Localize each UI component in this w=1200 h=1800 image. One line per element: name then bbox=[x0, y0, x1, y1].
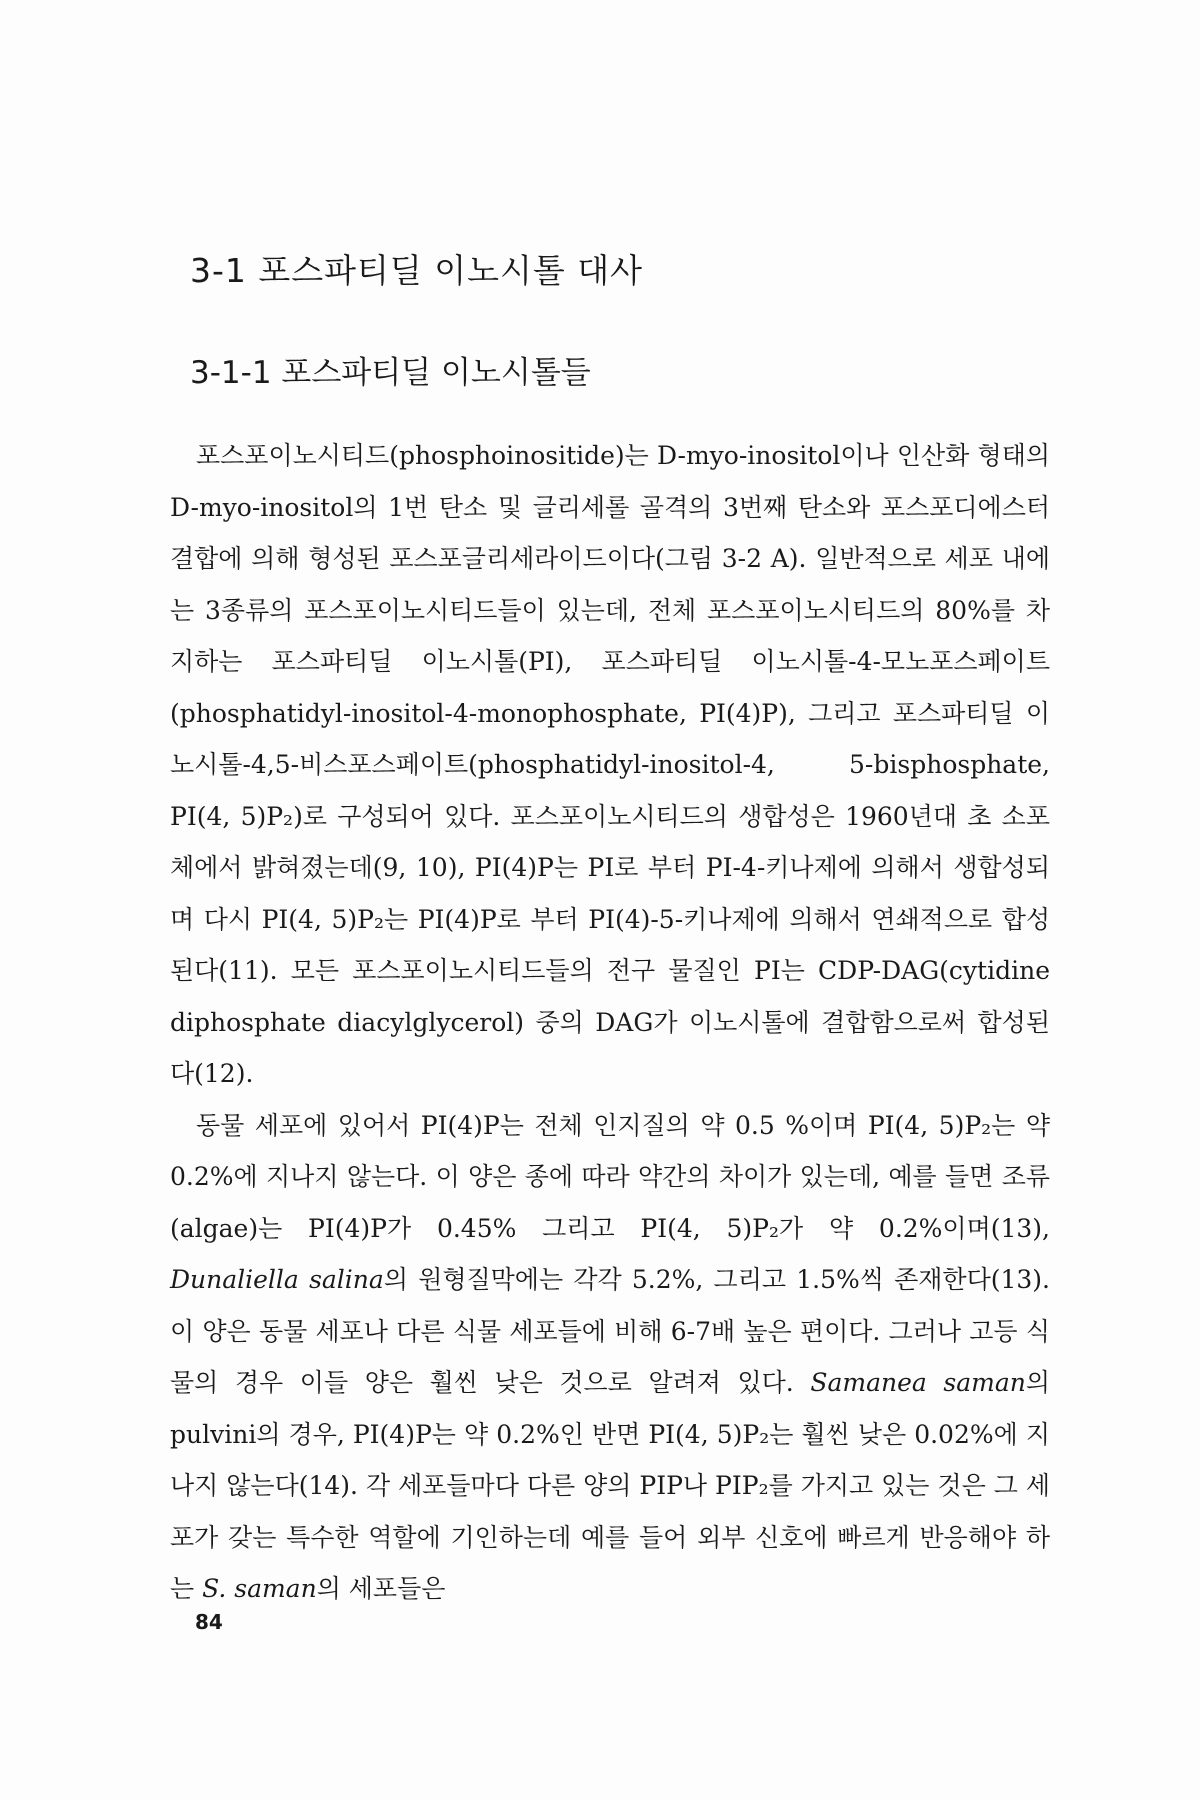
text-run: 포스포이노시티드(phosphoinositide)는 D-myo-inositol이나 인산화 형태의 D-myo-inositol의 1번 탄소 및 글리세롤 골격의 3번째 탄소와 포스포디에스터 결합에 의해 형성된 포스포글리세라이드이다(그림 3-2 A). 일반적으로 세포 내에는 3종류의 포스포이노시티드들이 있는데, 전체 포스포이노시티드의 80%를 차지하는 포스파티딜 이노시톨(PI), 포스파티딜 이노시톨-4-모노포스페이트(phosphatidyl-inositol-4-monophosphate, PI(4)P), 그리고 포스파티딜 이노시톨-4,5-비스포스페이트(phosphatidyl-inositol-4, 5-bisphosphate, PI(4, 5)P₂)로 구성되어 있다. 포스포이노시티드의 생합성은 1960년대 초 소포체에서 밝혀졌는데(9, 10), PI(4)P는 PI로 부터 PI-4-키나제에 의해서 생합성되며 다시 PI(4, 5)P₂는 PI(4)P로 부터 PI(4)-5-키나제에 의해서 연쇄적으로 합성된다(11). 모든 포스포이노시티드들의 전구 물질인 PI는 CDP-DAG(cytidine diphosphate diacylglycerol) 중의 DAG가 이노시톨에 결합함으로써 합성된다(12). bbox=[170, 441, 1050, 1088]
body-paragraph bbox=[170, 1100, 1050, 1615]
text-run: 동물 세포에 있어서 PI(4)P는 전체 인지질의 약 0.5 %이며 PI(4, 5)P₂는 약 0.2%에 지나지 않는다. 이 양은 종에 따라 약간의 차이가 있는데, 예를 들면 조류(algae)는 PI(4)P가 0.45% 그리고 PI(4, 5)P₂가 약 0.2%이며(13), bbox=[170, 1110, 1050, 1243]
italic-term: Samanea saman bbox=[810, 1368, 1026, 1397]
text-run: 의 원형질막에는 각각 5.2%, 그리고 1.5%씩 존재한다(13). 이 양은 동물 세포나 다른 식물 세포들에 비해 6-7배 높은 편이다. 그러나 고등 식물의 경우 이들 양은 훨씬 낮은 것으로 알려져 있다. bbox=[170, 1265, 1050, 1397]
page-number: 84 bbox=[195, 1610, 223, 1634]
section-title: 3-1 포스파티딜 이노시톨 대사 bbox=[190, 251, 644, 290]
body-text bbox=[170, 430, 1050, 1615]
text-run: 의 pulvini의 경우, PI(4)P는 약 0.2%인 반면 PI(4, 5)P₂는 훨씬 낮은 0.02%에 지나지 않는다(14). 각 세포들마다 다른 양의 PIP나 PIP₂를 가지고 있는 것은 그 세포가 갖는 특수한 역할에 기인하는데 예를 들어 외부 신호에 빠르게 반응해야 하는 bbox=[170, 1368, 1050, 1603]
subsection-title: 3-1-1 포스파티딜 이노시톨들 bbox=[190, 355, 591, 391]
text-run: 의 세포들은 bbox=[316, 1574, 446, 1603]
italic-term: Dunaliella salina bbox=[170, 1265, 384, 1294]
italic-term: S. saman bbox=[202, 1574, 317, 1603]
body-paragraph bbox=[170, 430, 1050, 1100]
